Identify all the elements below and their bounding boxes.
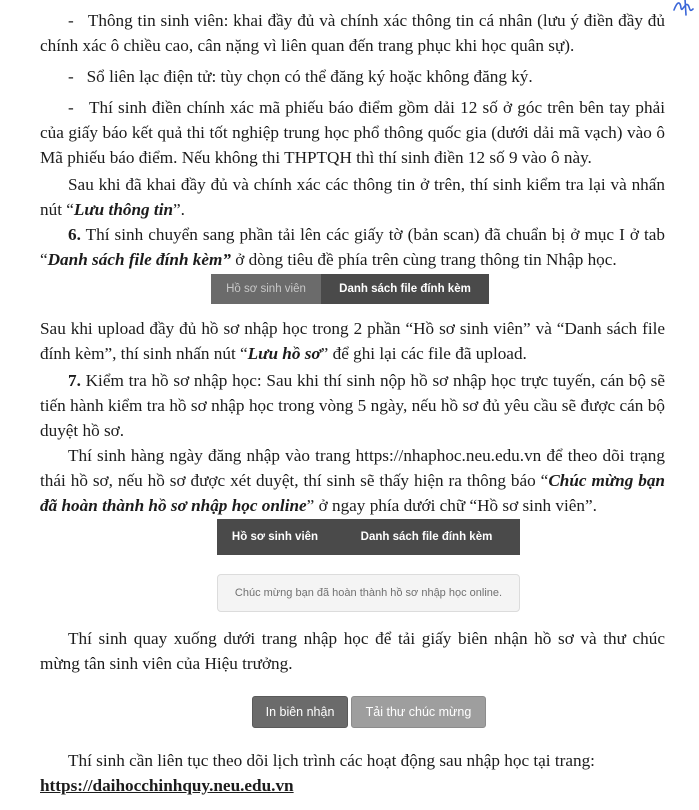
save-info-emphasis: Lưu thông tin xyxy=(73,200,174,219)
step-6-emphasis: Danh sách file đính kèm” xyxy=(47,250,231,269)
daily-check-text-end: ” ở ngay phía dưới chữ “Hồ sơ sinh viên”. xyxy=(306,496,597,515)
step-6-number: 6. xyxy=(68,225,81,244)
bullet-student-info-text: Thông tin sinh viên: khai đầy đủ và chính xác thông tin cá nhân (lưu ý điền đầy đủ chính xác ô chiều cao, cân nặng vì liên quan đến trang phục khi học quân sự). xyxy=(40,11,665,55)
download-text: Thí sinh quay xuống dưới trang nhập học để tải giấy biên nhận hồ sơ và thư chúc mừng tân sinh viên của Hiệu trưởng. xyxy=(40,629,665,673)
daily-check-emphasis: Chúc mừng bạn đã hoàn thành hồ sơ nhập học online xyxy=(40,471,665,515)
step-6-paragraph xyxy=(40,222,665,272)
save-info-text-end: ”. xyxy=(173,200,185,219)
tab-student-profile[interactable]: Hồ sơ sinh viên xyxy=(226,282,306,295)
schedule-link[interactable]: https://daihocchinhquy.neu.edu.vn xyxy=(40,776,294,795)
upload-paragraph xyxy=(40,316,665,366)
success-message-box xyxy=(217,574,520,612)
upload-text-end: ” để ghi lại các file đã upload. xyxy=(320,344,527,363)
tab-student-profile-approved[interactable]: Hồ sơ sinh viên xyxy=(231,530,319,543)
step-7-number: 7. xyxy=(68,371,81,390)
upload-emphasis: Lưu hồ sơ xyxy=(247,344,321,363)
print-receipt-button[interactable]: In biên nhận xyxy=(252,696,348,728)
download-letter-button[interactable]: Tải thư chúc mừng xyxy=(351,696,486,728)
daily-check-text: Thí sinh hàng ngày đăng nhập vào trang https://nhaphoc.neu.edu.vn để theo dõi trạng thái hồ sơ, nếu hồ sơ được xét duyệt, thí sinh sẽ thấy hiện ra thông báo “ xyxy=(40,446,665,490)
bullet-contact-book-text: Sổ liên lạc điện tử: tùy chọn có thể đăng ký hoặc không đăng ký. xyxy=(86,67,533,86)
bullet-score-code-text: Thí sinh điền chính xác mã phiếu báo điểm gồm dải 12 số ở góc trên bên tay phải của giấy báo kết quả thi tốt nghiệp trung học phổ thông quốc gia (dưới dải mã vạch) vào ô Mã phiếu báo điểm. Nếu không thi THPTQH thì thí sinh điền 12 số 9 vào ô này. xyxy=(40,98,665,167)
upload-text: Sau khi upload đầy đủ hồ sơ nhập học trong 2 phần “Hồ sơ sinh viên” và “Danh sách file đính kèm”, thí sinh nhấn nút “ xyxy=(40,319,665,363)
final-text: Thí sinh cần liên tục theo dõi lịch trình các hoạt động sau nhập học tại trang: xyxy=(68,751,595,770)
bullet-student-info: - Thông tin sinh viên: khai đầy đủ và chính xác thông tin cá nhân (lưu ý điền đầy đủ chính xác ô chiều cao, cân nặng vì liên quan đến trang phục khi học quân sự). xyxy=(40,11,665,55)
save-info-paragraph xyxy=(40,172,665,222)
download-paragraph xyxy=(40,626,665,676)
bullet-contact-book: - Sổ liên lạc điện tử: tùy chọn có thể đăng ký hoặc không đăng ký. xyxy=(68,67,533,86)
tab-bar-top xyxy=(211,274,489,304)
step-6-text: Thí sinh chuyển sang phần tải lên các giấy tờ (bản scan) đã chuẩn bị ở mục I ở tab “ xyxy=(40,225,665,269)
daily-check-paragraph xyxy=(40,443,665,518)
save-info-text: Sau khi đã khai đầy đủ và chính xác các thông tin ở trên, thí sinh kiểm tra lại và nhấn nút “ xyxy=(40,175,665,219)
bullet-score-code: - Thí sinh điền chính xác mã phiếu báo điểm gồm dải 12 số ở góc trên bên tay phải của giấy báo kết quả thi tốt nghiệp trung học phổ thông quốc gia (dưới dải mã vạch) vào ô Mã phiếu báo điểm. Nếu không thi THPTQH thì thí sinh điền 12 số 9 vào ô này. xyxy=(40,98,665,167)
success-message-text: Chúc mừng bạn đã hoàn thành hồ sơ nhập học online. xyxy=(234,586,503,599)
step-7-paragraph xyxy=(40,368,665,443)
step-6-text-end: ở dòng tiêu đề phía trên cùng trang thông tin Nhập học. xyxy=(231,250,617,269)
handwritten-mark-icon xyxy=(671,0,697,18)
tab-attachments-approved[interactable]: Danh sách file đính kèm xyxy=(360,530,493,543)
tab-bar-approved xyxy=(217,519,520,555)
tab-attachments[interactable]: Danh sách file đính kèm xyxy=(321,274,489,304)
final-paragraph xyxy=(40,748,665,798)
step-7-text: Kiểm tra hồ sơ nhập học: Sau khi thí sinh nộp hồ sơ nhập học trực tuyến, cán bộ sẽ tiến hành kiểm tra hồ sơ nhập học trong vòng 5 ngày, nếu hồ sơ đủ yêu cầu sẽ được cán bộ duyệt hồ sơ. xyxy=(40,371,665,440)
